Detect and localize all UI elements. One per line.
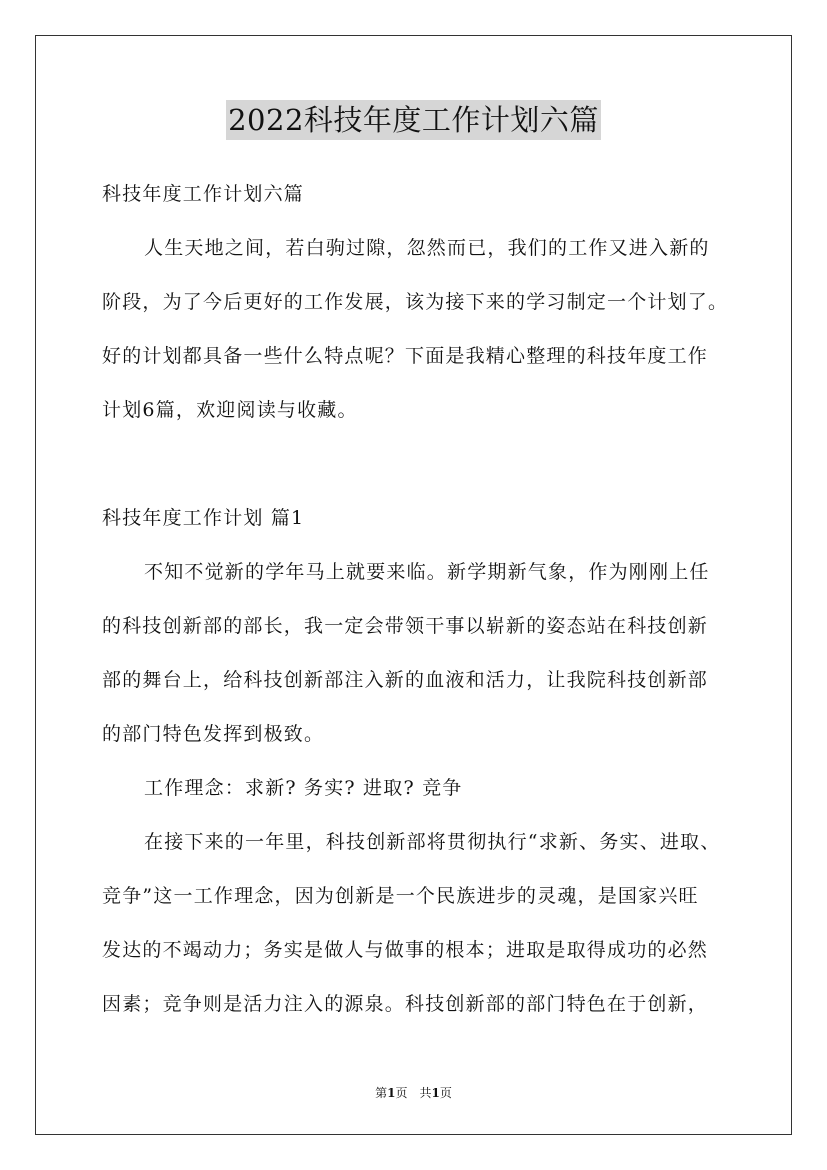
section1-para2-line-2: 竞争”这一工作理念，因为创新是一个民族进步的灵魂，是国家兴旺 bbox=[102, 885, 699, 907]
footer-page-prefix: 第 bbox=[375, 1086, 388, 1100]
document-title: 2022科技年度工作计划六篇 bbox=[226, 100, 601, 140]
section1-para2-line-4: 因素；竞争则是活力注入的源泉。科技创新部的部门特色在于创新， bbox=[102, 993, 709, 1015]
section1-heading: 科技年度工作计划 篇1 bbox=[102, 507, 305, 529]
intro-line-1: 人生天地之间，若白驹过隙，忽然而已，我们的工作又进入新的 bbox=[144, 237, 710, 259]
section1-para1-line-1: 不知不觉新的学年马上就要来临。新学期新气象，作为刚刚上任 bbox=[144, 561, 710, 583]
footer-page-suffix: 页 bbox=[439, 1086, 452, 1100]
footer-page-current: 1 bbox=[387, 1086, 396, 1100]
section1-para1-line-2: 的科技创新部的部长，我一定会带领干事以崭新的姿态站在科技创新 bbox=[102, 615, 709, 637]
title-wrap bbox=[0, 100, 827, 140]
footer-page-total: 1 bbox=[431, 1086, 440, 1100]
document-subtitle: 科技年度工作计划六篇 bbox=[102, 183, 305, 205]
intro-line-4: 计划6篇，欢迎阅读与收藏。 bbox=[102, 399, 358, 421]
intro-line-3: 好的计划都具备一些什么特点呢？下面是我精心整理的科技年度工作 bbox=[102, 345, 709, 367]
section1-para1-line-4: 的部门特色发挥到极致。 bbox=[102, 723, 325, 745]
page-footer bbox=[0, 1085, 827, 1101]
section1-para2-line-1: 在接下来的一年里，科技创新部将贯彻执行“求新、务实、进取、 bbox=[144, 831, 721, 853]
footer-page-mid: 页 共 bbox=[395, 1086, 432, 1100]
intro-line-2: 阶段，为了今后更好的工作发展，该为接下来的学习制定一个计划了。 bbox=[102, 291, 729, 313]
section1-para1-line-3: 部的舞台上，给科技创新部注入新的血液和活力，让我院科技创新部 bbox=[102, 669, 709, 691]
section1-para2-line-3: 发达的不竭动力；务实是做人与做事的根本；进取是取得成功的必然 bbox=[102, 939, 709, 961]
section1-concept: 工作理念：求新? 务实? 进取? 竞争 bbox=[144, 777, 463, 799]
